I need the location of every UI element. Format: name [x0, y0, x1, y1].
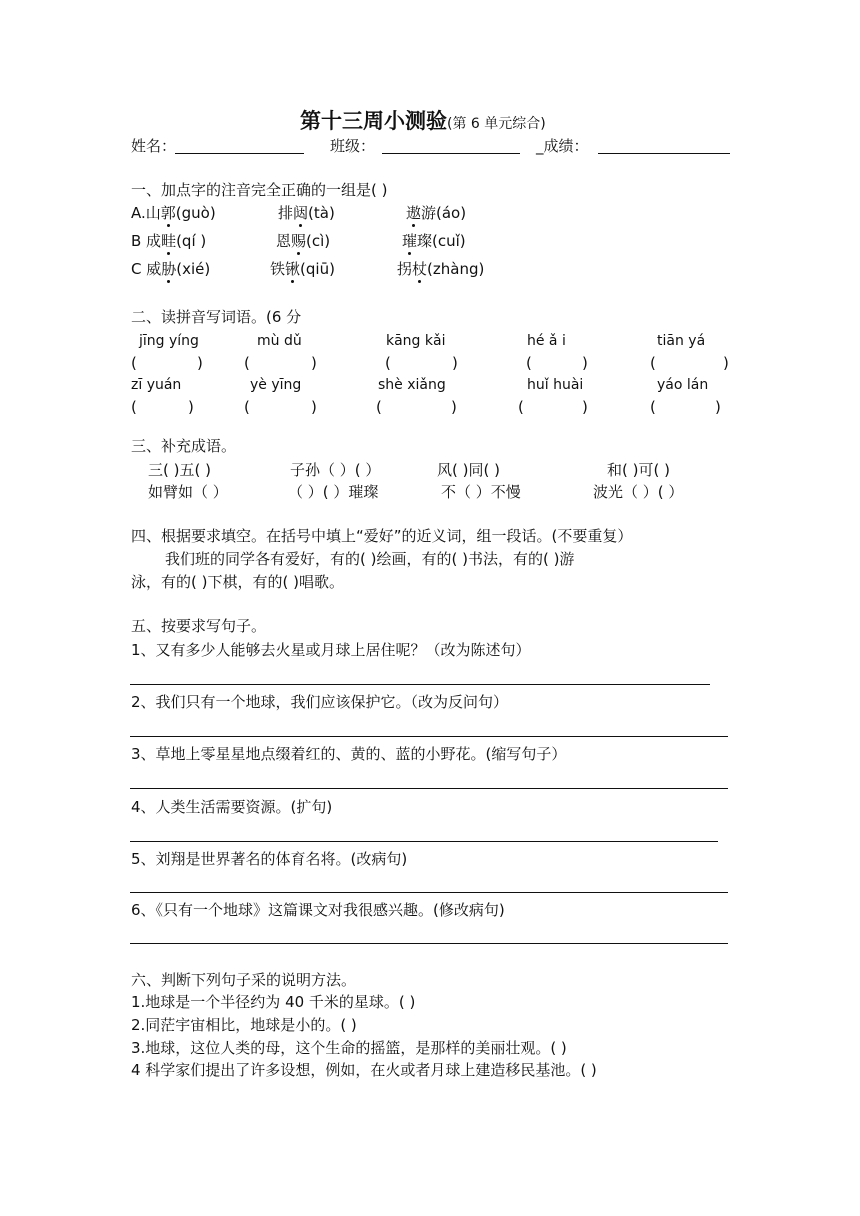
option-a-3-dotted-char: 遨 [406, 204, 422, 222]
idiom-2: 子孙（ ）( ） [290, 461, 381, 479]
answer-blank-open: ( [385, 354, 391, 372]
pinyin-1: jīng yíng [139, 333, 199, 349]
answer-blank-close: ) [723, 354, 729, 372]
idiom-8: 波光（ ）( ） [593, 483, 684, 501]
answer-line-4[interactable] [130, 841, 718, 842]
pinyin-10: yáo lán [657, 377, 709, 393]
score-label: _成绩： [536, 137, 589, 155]
option-a-2-dotted-char: 闼 [293, 204, 309, 222]
pinyin-8: shè xiǎng [378, 377, 446, 393]
answer-blank-close: ) [451, 398, 457, 416]
answer-line-1[interactable] [130, 684, 710, 685]
answer-blank-open: ( [376, 398, 382, 416]
option-b-3 [402, 231, 466, 251]
score-field[interactable] [598, 153, 730, 154]
answer-blank-close: ) [311, 398, 317, 416]
option-a-3 [406, 203, 466, 223]
page-title [300, 109, 546, 136]
option-b-1-pre: B 成 [131, 232, 162, 250]
section2-heading: 二、读拼音写词语。(6 分 [131, 308, 302, 326]
answer-blank-open: ( [650, 354, 656, 372]
answer-blank-open: ( [131, 354, 137, 372]
answer-blank-open: ( [518, 398, 524, 416]
title-text: 第十三周小测验 [300, 109, 447, 133]
answer-blank-close: ) [311, 354, 317, 372]
option-c-2-dotted-char: 锹 [285, 260, 301, 278]
answer-blank-close: ) [452, 354, 458, 372]
option-c-3-pinyin: (zhàng) [427, 260, 485, 278]
option-c-1-pre: C 威 [131, 260, 162, 278]
option-c-2-pinyin: (qiū) [300, 260, 335, 278]
answer-line-5[interactable] [130, 892, 728, 893]
answer-blank-close: ) [582, 398, 588, 416]
pinyin-4: hé ǎ i [527, 333, 566, 349]
section4-heading: 四、根据要求填空。在括号中填上“爱好”的近义词，组一段话。(不要重复） [131, 527, 633, 545]
method-item-1: 1.地球是一个半径约为 40 千米的星球。( ) [131, 993, 416, 1011]
sentence-task-6: 6、《只有一个地球》这篇课文对我很感兴趣。(修改病句) [131, 901, 505, 919]
option-b-1-dotted-char: 畦 [161, 232, 177, 250]
option-c-3 [397, 259, 484, 279]
option-a-1-dotted-char: 郭 [160, 204, 176, 222]
pinyin-9: huǐ huài [527, 377, 584, 393]
idiom-1: 三( )五( ) [148, 461, 211, 479]
method-item-2: 2.同茫宇宙相比，地球是小的。( ) [131, 1016, 357, 1034]
sentence-task-2: 2、我们只有一个地球，我们应该保护它。（改为反问句） [131, 693, 509, 711]
option-a-2-pinyin: (tà) [308, 204, 335, 222]
idiom-7: 不（ ）不慢 [441, 483, 521, 501]
option-b-2 [276, 231, 330, 251]
sentence-task-1: 1、又有多少人能够去火星或月球上居住呢？（改为陈述句） [131, 641, 531, 659]
title-subtitle: (第 6 单元综合) [447, 116, 546, 132]
option-a-3-pinyin: 游(áo) [421, 204, 467, 222]
option-c-2-pre: 铁 [270, 260, 286, 278]
sentence-task-4: 4、人类生活需要资源。(扩句) [131, 798, 333, 816]
answer-blank-close: ) [715, 398, 721, 416]
option-b-3-dotted-char: 璀 [402, 232, 418, 250]
answer-blank-open: ( [131, 398, 137, 416]
answer-blank-open: ( [526, 354, 532, 372]
option-c-3-pre: 拐 [397, 260, 413, 278]
option-a-2-pre: 排 [278, 204, 294, 222]
answer-line-2[interactable] [130, 736, 728, 737]
answer-line-6[interactable] [130, 943, 728, 944]
answer-blank-open: ( [244, 354, 250, 372]
class-field[interactable] [382, 153, 520, 154]
class-label: 班级： [330, 137, 376, 155]
section1-heading: 一、加点字的注音完全正确的一组是( ) [131, 181, 388, 199]
idiom-5: 如臂如（ ） [148, 483, 228, 501]
section3-heading: 三、补充成语。 [131, 437, 237, 455]
option-b-3-pinyin: 璨(cuǐ) [417, 232, 466, 250]
answer-blank-open: ( [244, 398, 250, 416]
option-c-3-dotted-char: 杖 [412, 260, 428, 278]
option-b-1 [131, 231, 206, 251]
option-c-1 [131, 259, 210, 279]
pinyin-5: tiān yá [657, 333, 706, 349]
method-item-4: 4 科学家们提出了许多设想，例如，在火或者月球上建造移民基池。( ) [131, 1061, 597, 1079]
pinyin-3: kāng kǎi [386, 333, 446, 349]
option-c-1-pinyin: (xié) [176, 260, 211, 278]
idiom-4: 和( )可( ) [607, 461, 670, 479]
pinyin-6: zī yuán [131, 377, 182, 393]
pinyin-2: mù dǔ [257, 333, 302, 349]
answer-blank-close: ) [197, 354, 203, 372]
answer-blank-close: ) [582, 354, 588, 372]
method-item-3: 3.地球，这位人类的母，这个生命的摇篮，是那样的美丽壮观。( ) [131, 1039, 567, 1057]
option-b-1-pinyin: (qí ) [176, 232, 207, 250]
option-a-1 [131, 203, 216, 223]
name-field[interactable] [175, 153, 304, 154]
option-a-1-pre: A.山 [131, 204, 161, 222]
option-b-2-pre: 恩 [276, 232, 292, 250]
answer-line-3[interactable] [130, 788, 728, 789]
option-a-1-pinyin: (guò) [175, 204, 216, 222]
option-b-2-pinyin: (cì) [306, 232, 331, 250]
answer-blank-close: ) [188, 398, 194, 416]
pinyin-7: yè yīng [250, 377, 302, 393]
name-label: 姓名： [131, 137, 177, 155]
section6-heading: 六、判断下列句子采的说明方法。 [131, 971, 357, 989]
section4-paragraph-line2: 泳，有的( )下棋，有的( )唱歌。 [131, 573, 344, 591]
sentence-task-5: 5、刘翔是世界著名的体育名将。(改病句) [131, 850, 408, 868]
section4-paragraph-line1: 我们班的同学各有爱好，有的( )绘画，有的( )书法，有的( )游 [165, 550, 575, 568]
option-c-2 [270, 259, 335, 279]
idiom-6: （ ）( ）璀璨 [288, 483, 379, 501]
answer-blank-open: ( [650, 398, 656, 416]
idiom-3: 风( )同( ) [437, 461, 500, 479]
option-a-2 [278, 203, 335, 223]
option-b-2-dotted-char: 赐 [291, 232, 307, 250]
sentence-task-3: 3、草地上零星星地点缀着红的、黄的、蓝的小野花。(缩写句子） [131, 745, 567, 763]
option-c-1-dotted-char: 胁 [161, 260, 177, 278]
section5-heading: 五、按要求写句子。 [131, 617, 267, 635]
